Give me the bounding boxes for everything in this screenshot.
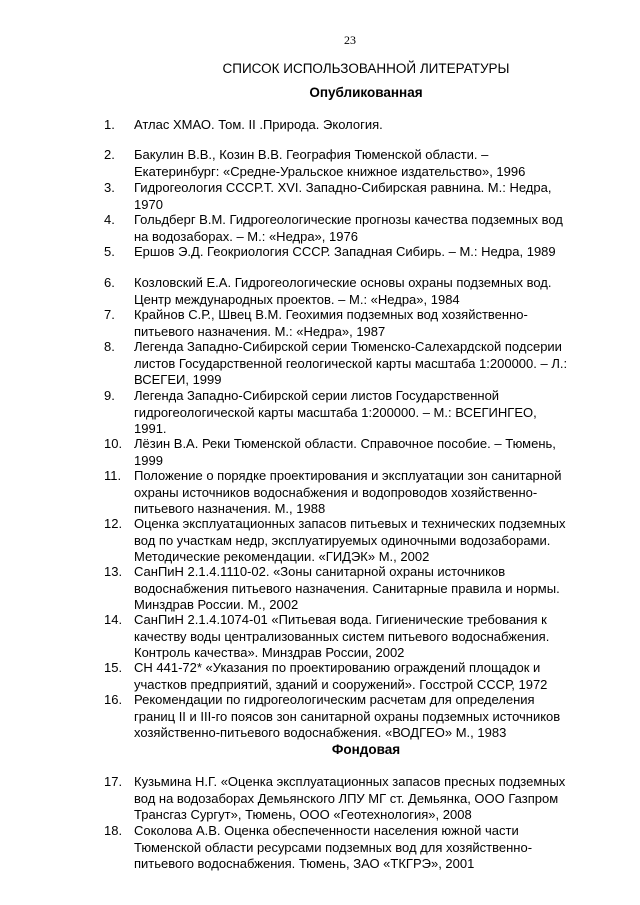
list-item: 11. Положение о порядке проектирования и эксплуатации зон санитарной охраны источников водоснабжения и водопроводов хозяйственно- питьевого назначения. М., 1988 <box>104 468 562 516</box>
list-item: 9. Легенда Западно-Сибирской серии листов Государственной гидрогеологической карты масштаба 1:200000. – М.: ВСЕГИНГЕО, 1991. <box>104 388 537 436</box>
list-item: 4. Гольдберг В.М. Гидрогеологические прогнозы качества подземных вод на водозаборах. – М.: «Недра», 1976 <box>104 212 563 244</box>
list-item: 12. Оценка эксплуатационных запасов питьевых и технических подземных вод по участкам недр, эксплуатируемых одиночными водозаборами. Методические рекомендации. «ГИДЭК» М., 2002 <box>104 516 566 564</box>
list-item: 17. Кузьмина Н.Г. «Оценка эксплуатационных запасов пресных подземных вод на водозаборах Демьянского ЛПУ МГ ст. Демьянка, ООО Газпром Трансгаз Сургут», Тюмень, ООО «Геотехнология», 2008 <box>104 774 566 822</box>
list-item: 7. Крайнов С.Р., Швец В.М. Геохимия подземных вод хозяйственно- питьевого назначения. М.: «Недра», 1987 <box>104 307 528 339</box>
list-item: 18. Соколова А.В. Оценка обеспеченности населения южной части Тюменской области ресурсами подземных вод для хозяйственно- питьевого водоснабжения. Тюмень, ЗАО «ТКГРЭ», 2001 <box>104 823 533 871</box>
list-item: 1. Атлас ХМАО. Том. II .Природа. Экология. <box>104 117 383 132</box>
list-item: 15. СН 441-72* «Указания по проектированию ограждений площадок и участков предприятий, зданий и сооружений». Госстрой СССР, 1972 <box>104 660 548 692</box>
section-heading-published: Опубликованная <box>309 85 423 100</box>
section-heading-archival: Фондовая <box>331 742 401 757</box>
page-number: 23 <box>344 33 356 47</box>
list-item: 10. Лёзин В.А. Реки Тюменской области. Справочное пособие. – Тюмень, 1999 <box>104 436 556 468</box>
list-item: 2. Бакулин В.В., Козин В.В. География Тюменской области. – Екатеринбург: «Средне-Уральское книжное издательство», 1996 <box>104 147 526 179</box>
document-title: СПИСОК ИСПОЛЬЗОВАННОЙ ЛИТЕРАТУРЫ <box>222 61 510 76</box>
list-item: 5. Ершов Э.Д. Геокриология СССР. Западная Сибирь. – М.: Недра, 1989 <box>104 244 556 259</box>
list-item: 3. Гидрогеология СССР.Т. XVI. Западно-Сибирская равнина. М.: Недра, 1970 <box>104 180 552 212</box>
list-item: 14. СанПиН 2.1.4.1074-01 «Питьевая вода. Гигиенические требования к качеству воды централизованных систем питьевого водоснабжения. Контроль качества». Минздрав России, 2002 <box>104 612 550 660</box>
list-item: 13. СанПиН 2.1.4.1110-02. «Зоны санитарной охраны источников водоснабжения питьевого назначения. Санитарные правила и нормы. Минздрав России. М., 2002 <box>104 564 560 612</box>
list-item: 6. Козловский Е.А. Гидрогеологические основы охраны подземных вод. Центр международных проектов. – М.: «Недра», 1984 <box>104 275 552 307</box>
list-item: 8. Легенда Западно-Сибирской серии Тюменско-Салехардской подсерии листов Государственной геологической карты масштаба 1:200000. – Л.: ВСЕГЕИ, 1999 <box>104 339 568 387</box>
list-item: 16. Рекомендации по гидрогеологическим расчетам для определения границ II и III-го поясов зон санитарной охраны подземных источников хозяйственно-питьевого водоснабжения. «ВОДГЕО» М., 1983 <box>104 692 561 740</box>
